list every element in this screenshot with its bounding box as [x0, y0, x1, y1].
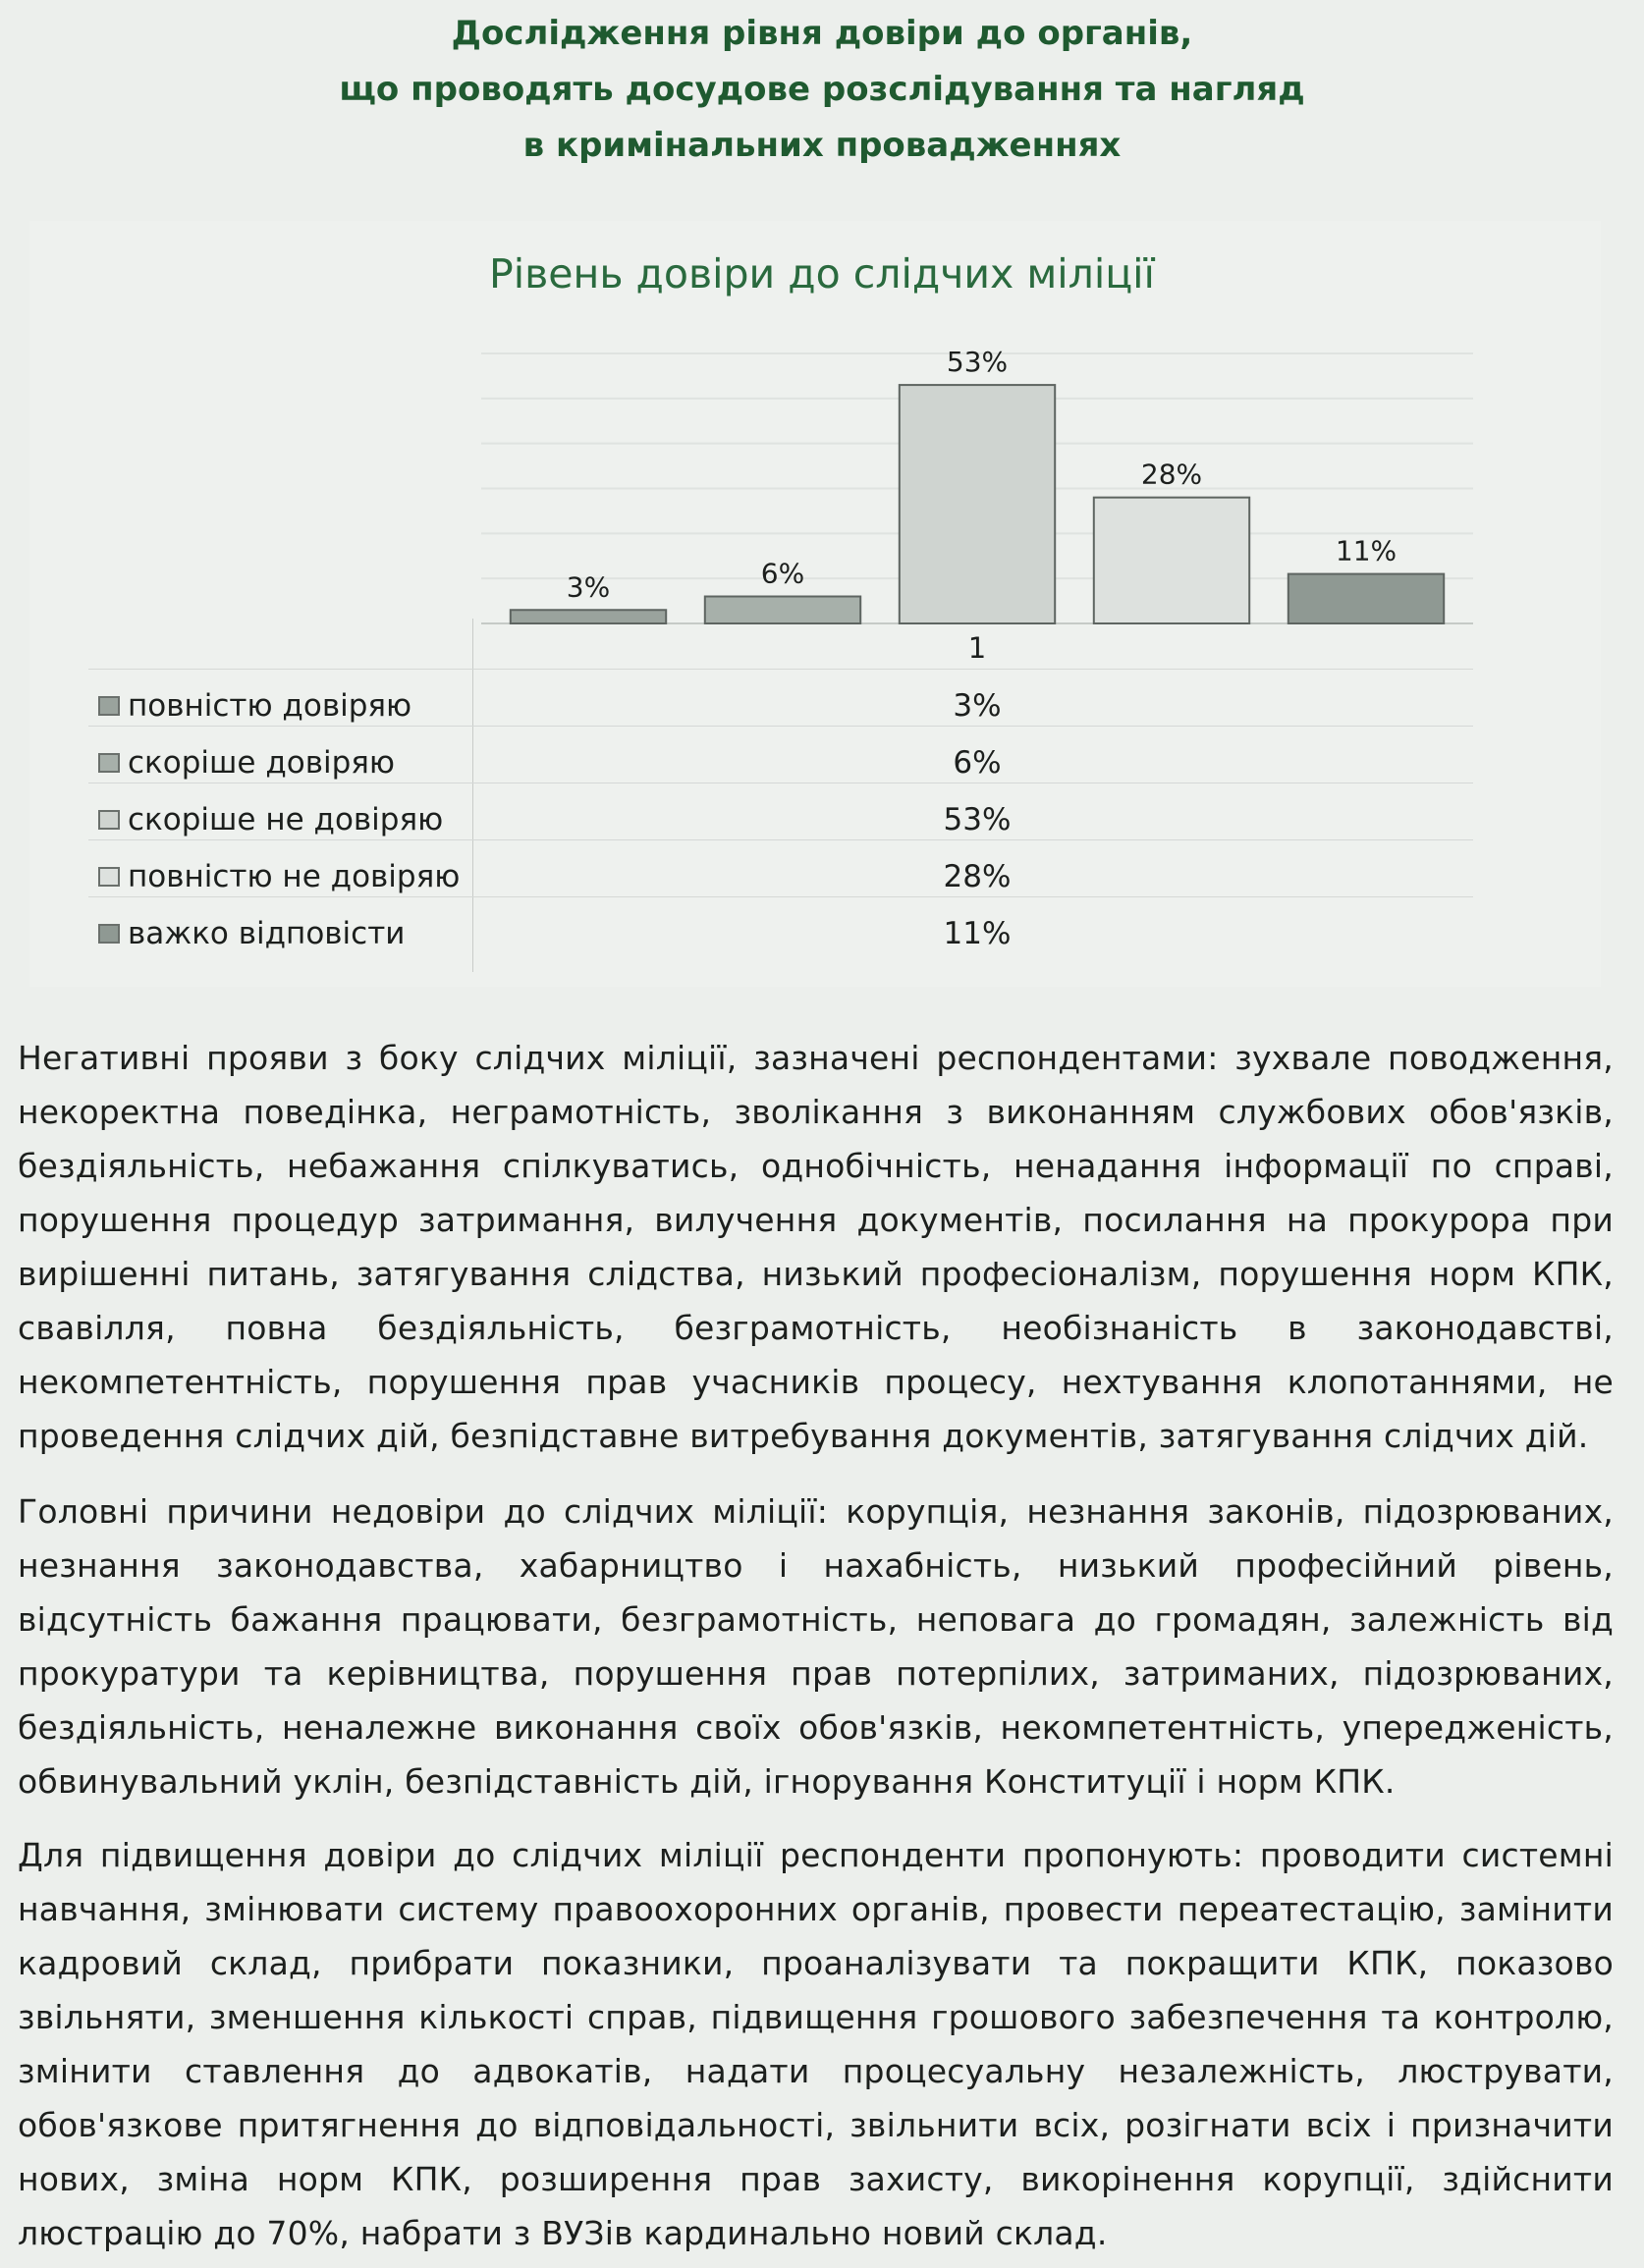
- paragraph-line: нових, зміна норм КПК, розширення прав захисту, викорінення корупції, здійснити: [18, 2160, 1614, 2198]
- legend-value: 53%: [943, 802, 1012, 837]
- data-label: 28%: [1140, 458, 1203, 491]
- paragraph-line: кадровий склад, прибрати показники, проаналізувати та покращити КПК, показово: [18, 1944, 1614, 1982]
- table-row-divider: [88, 669, 1473, 670]
- legend-label: скоріше не довіряю: [128, 802, 444, 837]
- document-title-line: що проводять досудове розслідування та нагляд: [339, 70, 1305, 109]
- legend-value: 3%: [953, 688, 1002, 724]
- bar: [900, 385, 1055, 623]
- paragraph-line: відсутність бажання працювати, безграмотність, неповага до громадян, залежність від: [18, 1600, 1614, 1639]
- legend-value: 11%: [943, 916, 1012, 951]
- chart-title: Рівень довіри до слідчих міліції: [489, 250, 1155, 297]
- legend-swatch: [98, 924, 120, 944]
- paragraph-line: некомпетентність, порушення прав учасників процесу, нехтування клопотаннями, не: [18, 1363, 1614, 1401]
- legend-label: повністю не довіряю: [128, 859, 461, 894]
- legend-swatch: [98, 810, 120, 830]
- paragraph-line: навчання, змінювати систему правоохоронних органів, провести переатестацію, замінити: [18, 1890, 1614, 1928]
- legend-row: [96, 677, 1471, 734]
- data-label: 53%: [946, 346, 1009, 379]
- paragraph-line: вирішенні питань, затягування слідства, низький професіоналізм, порушення норм КПК,: [18, 1255, 1614, 1293]
- document-title-line: Дослідження рівня довіри до органів,: [451, 14, 1193, 53]
- data-label: 6%: [760, 557, 805, 590]
- legend-row: [96, 848, 1471, 905]
- document-title: [0, 6, 1644, 174]
- category-label: 1: [967, 631, 987, 665]
- paragraph-line: незнання законодавства, хабарництво і нахабність, низький професійний рівень,: [18, 1546, 1614, 1585]
- legend-swatch: [98, 753, 120, 773]
- paragraph-distrust-reasons: [18, 1485, 1614, 1809]
- data-label: 3%: [566, 570, 611, 604]
- paragraph-line: люстрацію до 70%, набрати з ВУЗів кардинально новий склад.: [18, 2214, 1108, 2252]
- legend-row: [96, 791, 1471, 848]
- bar: [511, 610, 666, 623]
- legend-swatch: [98, 696, 120, 716]
- paragraph-line: звільняти, зменшення кількості справ, підвищення грошового забезпечення та контролю,: [18, 1998, 1614, 2036]
- legend-row: [96, 734, 1471, 791]
- bar: [1288, 574, 1444, 623]
- legend-swatch: [98, 867, 120, 887]
- legend-label: повністю довіряю: [128, 688, 412, 724]
- paragraph-line: Головні причини недовіри до слідчих міліції: корупція, незнання законів, підозрюваних,: [18, 1492, 1614, 1531]
- document-title-line: в кримінальних провадженнях: [522, 126, 1122, 165]
- paragraph-line: свавілля, повна бездіяльність, безграмотність, необізнаність в законодавстві,: [18, 1309, 1614, 1347]
- paragraph-negative-behaviors: [18, 1031, 1614, 1463]
- paragraph-line: змінити ставлення до адвокатів, надати процесуальну незалежність, люструвати,: [18, 2052, 1614, 2090]
- paragraph-line: Для підвищення довіри до слідчих міліції респонденти пропонують: проводити системні: [18, 1836, 1614, 1874]
- paragraph-line: проведення слідчих дій, безпідставне витребування документів, затягування слідчих дій.: [18, 1417, 1589, 1455]
- paragraph-line: порушення процедур затримання, вилучення документів, посилання на прокурора при: [18, 1201, 1614, 1239]
- paragraph-line: некоректна поведінка, неграмотність, зволікання з виконанням службових обов'язків,: [18, 1093, 1614, 1131]
- legend-row: [96, 905, 1471, 962]
- bar: [1094, 498, 1249, 623]
- paragraph-line: прокуратури та керівництва, порушення прав потерпілих, затриманих, підозрюваних,: [18, 1654, 1614, 1693]
- bar: [705, 597, 860, 624]
- paragraph-line: Негативні прояви з боку слідчих міліції, зазначені респондентами: зухвале поводження,: [18, 1039, 1614, 1077]
- legend-value: 6%: [953, 745, 1002, 781]
- paragraph-line: обов'язкове притягнення до відповідальності, звільнити всіх, розігнати всіх і призначити: [18, 2106, 1614, 2144]
- paragraph-line: бездіяльність, небажання спілкуватись, однобічність, ненадання інформації по справі,: [18, 1147, 1614, 1185]
- legend-label: важко відповісти: [128, 916, 406, 951]
- paragraph-line: обвинувальний уклін, безпідставність дій, ігнорування Конституції і норм КПК.: [18, 1762, 1396, 1801]
- legend-value: 28%: [943, 859, 1012, 894]
- data-label: 11%: [1335, 534, 1397, 567]
- bar-chart: [481, 334, 1473, 628]
- paragraph-line: бездіяльність, неналежне виконання своїх обов'язків, некомпетентність, упередженість,: [18, 1708, 1614, 1747]
- paragraph-trust-proposals: [18, 1828, 1614, 2260]
- legend-label: скоріше довіряю: [128, 745, 396, 781]
